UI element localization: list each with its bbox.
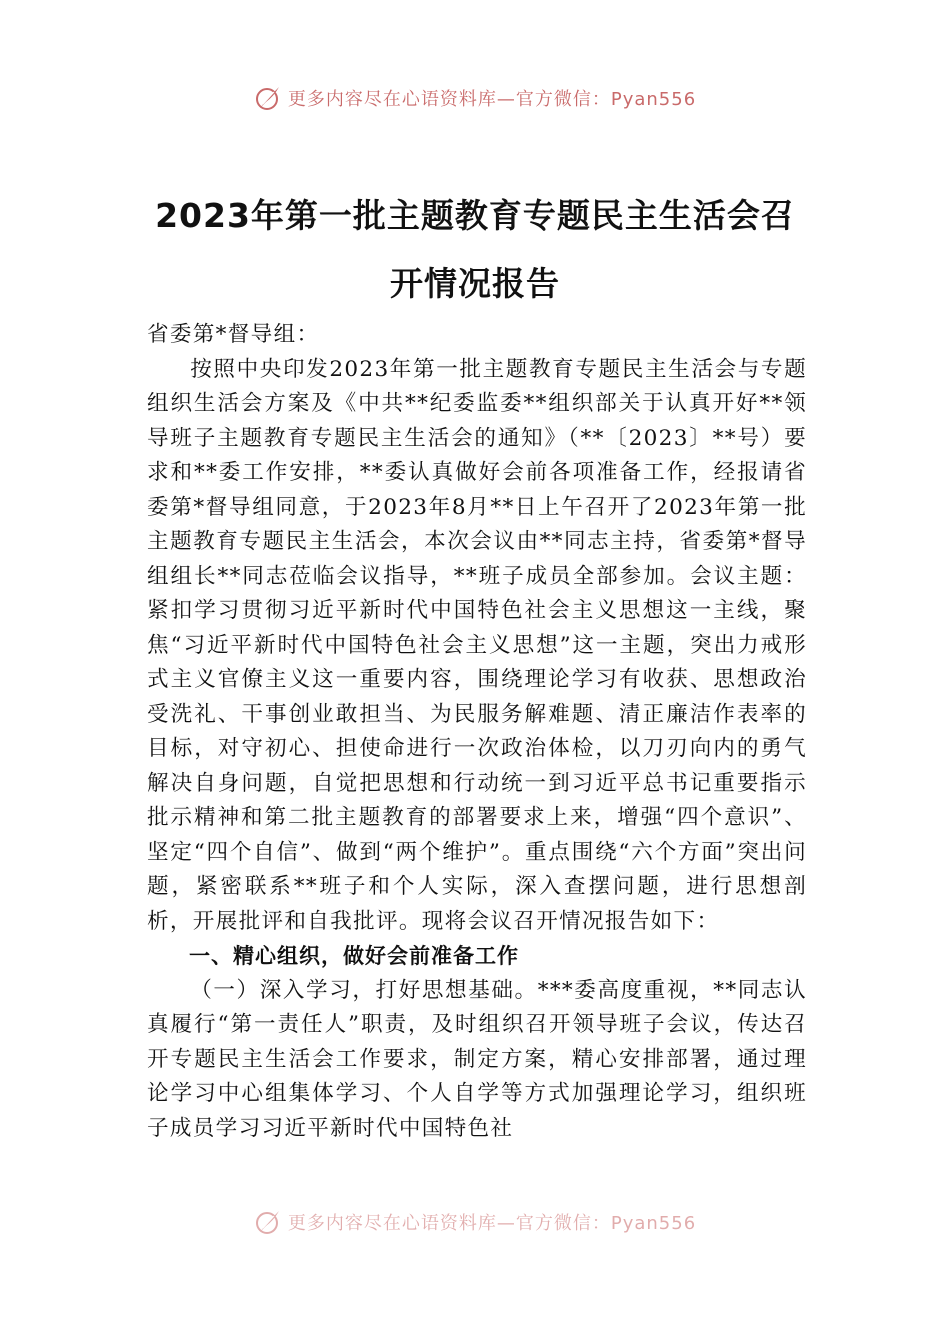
salutation: 省委第*督导组： <box>147 322 320 347</box>
watermark-text: 更多内容尽在心语资料库—官方微信：Pyan556 <box>287 89 697 110</box>
paragraph-preparation: （一）深入学习，打好思想基础。***委高度重视，**同志认真履行“第一责任人”职责，及时组织召开领导班子会议，传达召开专题民主生活会工作要求，制定方案，精心安排部署，通过理论学习中心组集体学习、个人自学等方式加强理论学习，组织班子成员学习习近平新时代中国特色社 <box>147 977 807 1141</box>
document-title-line-1: 2023年第一批主题教育专题民主生活会召 <box>155 196 795 235</box>
watermark-header <box>0 84 950 112</box>
paragraph-intro: 按照中央印发2023年第一批主题教育专题民主生活会与专题组织生活会方案及《中共**纪委监委**组织部关于认真开好**领导班子主题教育专题民主生活会的通知》（**〔2023〕**号）要求和**委工作安排，**委认真做好会前各项准备工作，经报请省委第*督导组同意，于2023年8月**日上午召开了2023年第一批主题教育专题民主生活会，本次会议由**同志主持，省委第*督导组组长**同志莅临会议指导，**班子成员全部参加。会议主题：紧扣学习贯彻习近平新时代中国特色社会主义思想这一主线，聚焦“习近平新时代中国特色社会主义思想”这一主题，突出力戒形式主义官僚主义这一重要内容，围绕理论学习有收获、思想政治受洗礼、干事创业敢担当、为民服务解难题、清正廉洁作表率的目标，对守初心、担使命进行一次政治体检，以刀刃向内的勇气解决自身问题，自觉把思想和行动统一到习近平总书记重要指示批示精神和第二批主题教育的部署要求上来，增强“四个意识”、坚定“四个自信”、做到“两个维护”。重点围绕“六个方面”突出问题，紧密联系**班子和个人实际，深入查摆问题，进行思想剖析，开展批评和自我批评。现将会议召开情况报告如下： <box>147 356 807 934</box>
document-body <box>147 318 807 1146</box>
feather-pen-logo-icon <box>254 84 282 112</box>
feather-pen-logo-icon <box>254 1208 282 1236</box>
watermark-footer <box>0 1208 950 1236</box>
section-heading-1: 一、精心组织，做好会前准备工作 <box>189 944 519 968</box>
document-title-line-2: 开情况报告 <box>390 264 560 303</box>
watermark-text: 更多内容尽在心语资料库—官方微信：Pyan556 <box>287 1213 697 1234</box>
